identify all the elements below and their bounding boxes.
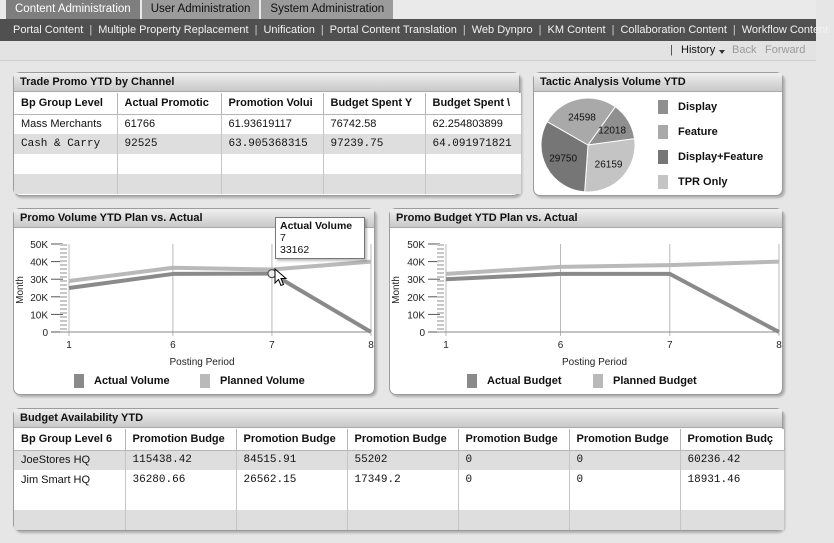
y-tick-label: 20K: [30, 292, 48, 304]
axis-band: [437, 248, 444, 250]
history-bar: [0, 41, 816, 61]
table-cell: Mass Merchants: [14, 114, 117, 134]
empty-row: [14, 174, 521, 194]
table-cell: 55202: [347, 450, 458, 470]
tactic-analysis-panel: [533, 72, 783, 196]
axis-band: [60, 248, 67, 250]
axis-band: [437, 308, 444, 310]
series-line-actual-volume[interactable]: [69, 274, 371, 332]
nav-separator: |: [254, 24, 258, 36]
axis-band: [60, 272, 67, 274]
chart-tooltip: [275, 217, 365, 259]
axis-band: [437, 244, 444, 246]
axis-band: [437, 252, 444, 254]
x-tick-label: 6: [557, 340, 564, 351]
nav-separator: |: [462, 24, 466, 36]
table-cell: 115438.42: [125, 450, 236, 470]
x-axis-title: Posting Period: [169, 357, 235, 368]
legend-swatch: [658, 150, 668, 164]
y-tick-label: 20K: [407, 292, 425, 304]
axis-band: [60, 264, 67, 266]
nav-km-content[interactable]: KM Content: [547, 24, 606, 36]
axis-band: [60, 296, 67, 298]
legend-planned-volume: Planned Volume: [200, 374, 305, 388]
axis-band: [437, 296, 444, 298]
axis-band: [60, 308, 67, 310]
nav-separator: |: [538, 24, 542, 36]
table-cell: 0: [569, 450, 680, 470]
series-line-actual-budget[interactable]: [446, 274, 779, 332]
history-dropdown-icon[interactable]: [719, 50, 725, 54]
x-tick-label: 1: [66, 340, 72, 351]
x-tick-label: 7: [666, 340, 673, 351]
promo-budget-title: Promo Budget YTD Plan vs. Actual: [390, 209, 782, 228]
table-cell: 60236.42: [680, 450, 784, 470]
table-cell: 17349.2: [347, 470, 458, 490]
column-header[interactable]: Budget Spent \: [425, 93, 521, 114]
table-row[interactable]: [14, 470, 784, 490]
column-header[interactable]: Budget Spent Y: [323, 93, 425, 114]
history-separator: |: [670, 44, 673, 56]
axis-band: [437, 288, 444, 290]
table-cell: 97239.75: [323, 134, 425, 154]
y-tick-label: 0: [419, 328, 425, 339]
table-cell: 36280.66: [125, 470, 236, 490]
budget-availability-table: [14, 429, 785, 530]
column-header[interactable]: Promotion Budç: [680, 429, 784, 450]
y-tick-label: 30K: [407, 275, 425, 287]
axis-band: [60, 312, 67, 314]
axis-band: [60, 316, 67, 318]
nav-portal-content[interactable]: Portal Content: [13, 24, 84, 36]
table-cell: JoeStores HQ: [14, 450, 125, 470]
column-header[interactable]: Promotion Budge: [569, 429, 680, 450]
nav-separator: |: [611, 24, 615, 36]
nav-portal-content-translation[interactable]: Portal Content Translation: [329, 24, 457, 36]
y-tick-label: 40K: [407, 257, 425, 269]
axis-band: [437, 312, 444, 314]
budget-availability-title: Budget Availability YTD: [14, 409, 782, 428]
axis-band: [60, 276, 67, 278]
table-cell: Jim Smart HQ: [14, 470, 125, 490]
table-cell: 0: [458, 450, 569, 470]
y-axis-title: Month: [15, 276, 26, 304]
nav-workflow-content[interactable]: Workflow Content: [741, 24, 829, 36]
y-tick-label: 50K: [30, 240, 48, 251]
table-cell: 61766: [117, 114, 221, 134]
pie-data-label: 26159: [594, 159, 623, 171]
column-header[interactable]: Bp Group Level: [14, 93, 117, 114]
y-tick-label: 10K: [30, 310, 48, 322]
nav-collaboration-content[interactable]: Collaboration Content: [620, 24, 727, 36]
nav-separator: |: [89, 24, 93, 36]
axis-band: [437, 328, 444, 330]
legend-actual-budget: Actual Budget: [467, 374, 562, 388]
axis-band: [437, 280, 444, 282]
y-tick-label: 30K: [30, 275, 48, 287]
axis-band: [437, 268, 444, 270]
top-level-navigation: [0, 0, 816, 19]
legend-swatch: [658, 175, 668, 189]
column-header[interactable]: Promotion Budge: [347, 429, 458, 450]
tab-system-administration[interactable]: System Administration: [261, 0, 393, 19]
x-tick-label: 8: [368, 340, 374, 351]
axis-band: [437, 324, 444, 326]
table-row[interactable]: [14, 114, 521, 134]
axis-band: [437, 264, 444, 266]
axis-band: [437, 300, 444, 302]
x-axis-title: Posting Period: [561, 357, 628, 368]
y-tick-label: 10K: [407, 310, 425, 322]
column-header[interactable]: Promotion Budge: [458, 429, 569, 450]
column-header[interactable]: Actual Promotic: [117, 93, 221, 114]
axis-band: [60, 292, 67, 294]
legend-swatch: [74, 374, 84, 388]
legend-planned-budget: Planned Budget: [593, 374, 697, 388]
x-tick-label: 6: [170, 340, 176, 351]
nav-separator: |: [732, 24, 736, 36]
x-tick-label: 1: [443, 340, 449, 351]
axis-band: [60, 324, 67, 326]
legend-feature: Feature: [658, 125, 718, 139]
table-cell: 0: [569, 470, 680, 490]
tactic-analysis-title: Tactic Analysis Volume YTD: [534, 73, 782, 92]
axis-band: [60, 300, 67, 302]
axis-band: [437, 284, 444, 286]
column-header[interactable]: Promotion Volui: [221, 93, 323, 114]
axis-band: [60, 280, 67, 282]
table-cell: 62.254803899: [425, 114, 521, 134]
tactic-pie-chart[interactable]: [536, 93, 656, 197]
x-tick-label: 8: [776, 340, 782, 351]
axis-band: [60, 328, 67, 330]
table-cell: Cash & Carry: [14, 134, 117, 154]
table-cell: 18931.46: [680, 470, 784, 490]
nav-web-dynpro[interactable]: Web Dynpro: [471, 24, 533, 36]
axis-band: [437, 256, 444, 258]
axis-band: [60, 284, 67, 286]
budget-availability-panel: [13, 408, 783, 531]
empty-row: [14, 510, 784, 530]
y-tick-label: 50K: [407, 240, 425, 251]
axis-band: [60, 268, 67, 270]
axis-band: [60, 320, 67, 322]
axis-band: [60, 288, 67, 290]
legend-display: Display: [658, 100, 717, 114]
tooltip-title: Actual Volume: [280, 220, 353, 232]
pie-data-label: 12018: [598, 125, 627, 137]
axis-band: [437, 320, 444, 322]
axis-band: [60, 252, 67, 254]
pie-data-label: 29750: [549, 153, 578, 165]
tooltip-y-value: 33162: [280, 244, 310, 256]
tooltip-x-value: 7: [280, 232, 286, 244]
axis-band: [437, 304, 444, 306]
promo-volume-title: Promo Volume YTD Plan vs. Actual: [14, 209, 374, 228]
trade-promo-title: Trade Promo YTD by Channel: [14, 73, 519, 92]
axis-band: [437, 292, 444, 294]
detailed-navigation: [0, 19, 829, 41]
nav-separator: |: [320, 24, 324, 36]
legend-swatch: [467, 374, 477, 388]
table-row[interactable]: [14, 134, 521, 154]
legend-display-feature: Display+Feature: [658, 150, 763, 164]
legend-actual-volume: Actual Volume: [74, 374, 170, 388]
table-cell: 63.905368315: [221, 134, 323, 154]
legend-tpr-only: TPR Only: [658, 175, 728, 189]
y-axis-title: Month: [391, 276, 402, 304]
table-cell: 92525: [117, 134, 221, 154]
empty-row: [14, 154, 521, 174]
pie-data-label: 24598: [568, 112, 596, 124]
axis-band: [60, 304, 67, 306]
axis-band: [60, 244, 67, 246]
table-row[interactable]: [14, 450, 784, 470]
y-tick-label: 40K: [30, 257, 48, 269]
axis-band: [437, 272, 444, 274]
nav-multiple-property-replacement[interactable]: Multiple Property Replacement: [98, 24, 249, 36]
column-header[interactable]: Bp Group Level 6: [14, 429, 125, 450]
column-header[interactable]: Promotion Budge: [236, 429, 347, 450]
table-cell: 64.091971821: [425, 134, 521, 154]
x-tick-label: 7: [269, 340, 275, 351]
empty-row: [14, 490, 784, 510]
legend-swatch: [200, 374, 210, 388]
trade-promo-table: [14, 93, 522, 194]
axis-band: [60, 260, 67, 262]
promo-budget-panel: [389, 208, 783, 395]
tab-user-administration[interactable]: User Administration: [142, 0, 260, 19]
nav-unification[interactable]: Unification: [263, 24, 315, 36]
table-cell: 61.93619117: [221, 114, 323, 134]
table-cell: 0: [458, 470, 569, 490]
table-cell: 84515.91: [236, 450, 347, 470]
back-link[interactable]: Back: [732, 44, 757, 56]
series-line-planned-volume[interactable]: [69, 262, 371, 281]
y-tick-label: 0: [42, 328, 48, 339]
forward-link[interactable]: Forward: [765, 44, 806, 56]
legend-swatch: [658, 125, 668, 139]
axis-band: [437, 316, 444, 318]
mouse-cursor-icon: [274, 268, 288, 288]
legend-swatch: [658, 100, 668, 114]
history-link[interactable]: History: [681, 44, 716, 56]
axis-band: [60, 256, 67, 258]
table-cell: 26562.15: [236, 470, 347, 490]
table-cell: 76742.58: [323, 114, 425, 134]
axis-band: [437, 276, 444, 278]
tab-content-administration[interactable]: Content Administration: [6, 0, 140, 19]
promo-budget-chart[interactable]: [390, 229, 784, 374]
column-header[interactable]: Promotion Budge: [125, 429, 236, 450]
trade-promo-panel: [13, 72, 520, 196]
legend-swatch: [593, 374, 603, 388]
axis-band: [437, 260, 444, 262]
